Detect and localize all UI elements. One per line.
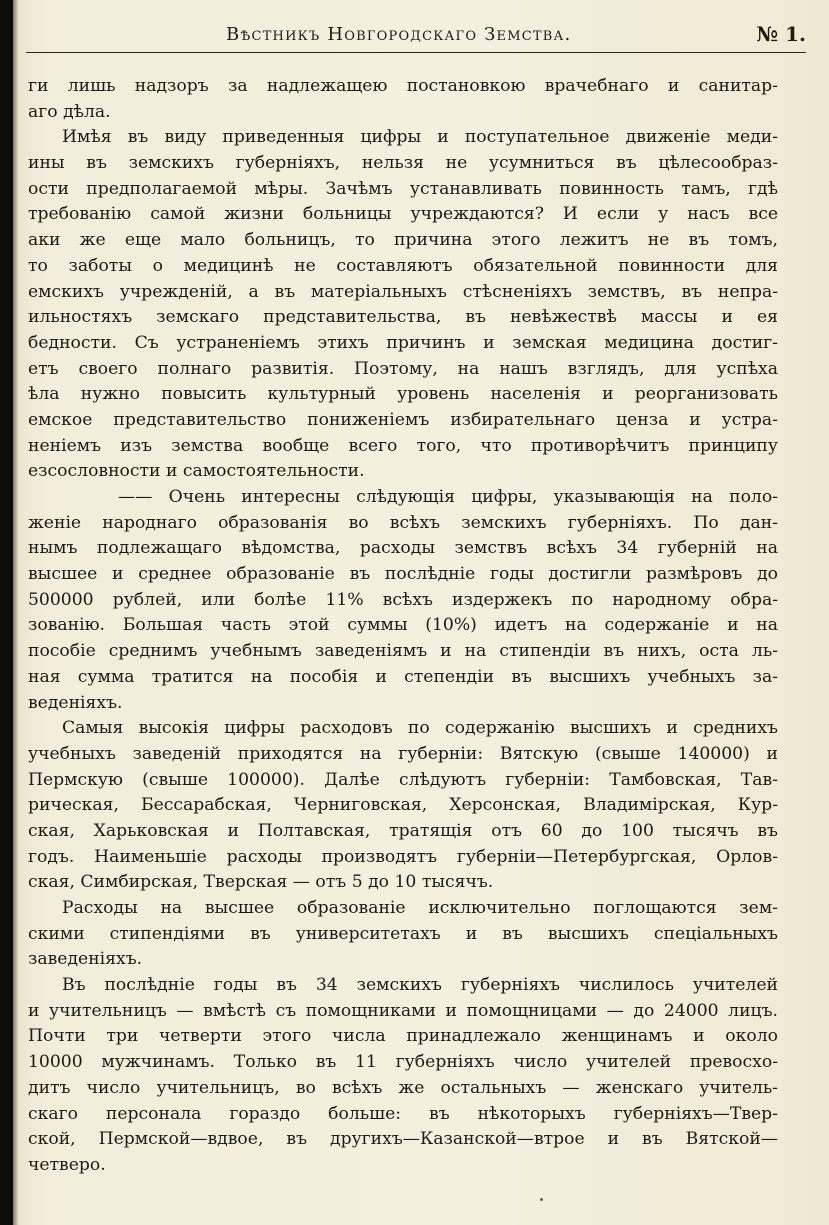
text-line: езсословности и самостоятельности.	[28, 461, 365, 482]
article-body	[28, 74, 778, 1179]
text-line: ости предполагаемой мѣры. Зачѣмъ устанавливать повинность тамъ, гдѣ	[28, 178, 778, 199]
spine-shadow	[13, 0, 19, 1225]
text-line: годъ. Наименьшіе расходы производятъ губерніи—Петербургская, Орлов-	[28, 846, 778, 867]
journal-title: Вѣстникъ Новгородскаго Земства.	[226, 24, 572, 45]
text-line: нымъ подлежащаго вѣдомства, расходы земствъ всѣхъ 34 губерній на	[28, 538, 778, 559]
text-line: етъ своего полнаго развитія. Поэтому, на нашъ взглядъ, для успѣха	[28, 358, 778, 379]
text-line: Въ послѣдніе годы въ 34 земскихъ губерніяхъ числилось учителей	[62, 975, 778, 996]
header-rule	[26, 52, 806, 53]
text-line: неніемъ изъ земства вообще всего того, что противорѣчитъ принципу	[28, 435, 778, 456]
text-line: учебныхъ заведеній приходятся на губерніи: Вятскую (свыше 140000) и	[28, 743, 778, 764]
text-line: ги лишь надзоръ за надлежащею постановкою врачебнаго и санитар-	[28, 76, 778, 96]
text-line: Пермскую (свыше 100000). Далѣе слѣдуютъ губерніи: Тамбовская, Тав-	[28, 769, 778, 790]
text-line: ины въ земскихъ губерніяхъ, нельзя не усумниться въ цѣлесообраз-	[28, 153, 778, 174]
text-line: высшее и среднее образованіе въ послѣдніе годы достигли размѣровъ до	[28, 564, 778, 585]
text-line: пособіе среднимъ учебнымъ заведеніямъ и на стипендіи въ нихъ, оста ль-	[28, 641, 778, 662]
text-line: женіе народнаго образованія во всѣхъ земскихъ губерніяхъ. По дан-	[28, 512, 778, 533]
text-line: заведеніяхъ.	[28, 949, 143, 970]
text-line: ская, Симбирская, Тверская — отъ 5 до 10 тысячъ.	[28, 872, 494, 893]
text-line: бедности. Съ устраненіемъ этихъ причинъ и земская медицина достиг-	[28, 332, 778, 353]
text-line: емское представительство пониженіемъ избирательнаго ценза и устра-	[28, 409, 778, 430]
text-line: ской, Пермской—вдвое, въ другихъ—Казанской—втрое и въ Вятской—	[28, 1129, 778, 1150]
paper-speck	[540, 1198, 543, 1201]
text-line: четверо.	[28, 1154, 106, 1175]
text-line: требованію самой жизни больницы учреждаются? И если у насъ все	[28, 204, 778, 225]
text-line: зованію. Большая часть этой суммы (10%) идетъ на содержаніе и на	[28, 615, 778, 636]
text-line: ская, Харьковская и Полтавская, тратящія отъ 60 до 100 тысячъ въ	[28, 820, 778, 841]
text-line: скими стипендіями въ университетахъ и въ высшихъ спеціальныхъ	[28, 923, 778, 944]
text-line: аго дѣла.	[28, 101, 111, 122]
text-line: аки же еще мало больницъ, то причина этого лежитъ не въ томъ,	[28, 230, 778, 251]
text-line: и учительницъ — вмѣстѣ съ помощниками и помощницами — до 24000 лицъ.	[28, 1000, 778, 1021]
text-line: дитъ число учительницъ, во всѣхъ же остальныхъ — женскаго учитель-	[28, 1077, 778, 1098]
text-line: ильностяхъ земскаго представительства, въ невѣжествѣ массы и ея	[28, 307, 778, 328]
issue-number: № 1.	[756, 22, 806, 46]
text-line: веденіяхъ.	[28, 692, 123, 713]
text-line: Имѣя въ виду приведенныя цифры и поступательное движеніе меди-	[62, 127, 778, 148]
text-line: 500000 рублей, или болѣе 11% всѣхъ издержекъ по народному обра-	[28, 589, 778, 610]
book-spine	[0, 0, 13, 1225]
text-line: ѣла нужно повысить культурный уровень населенія и реорганизовать	[28, 384, 778, 405]
text-line: рическая, Бессарабская, Черниговская, Херсонская, Владимірская, Кур-	[28, 795, 778, 816]
text-line: Почти три четверти этого числа принадлежало женщинамъ и около	[28, 1026, 778, 1047]
text-line: —— Очень интересны слѣдующія цифры, указывающія на поло-	[118, 487, 778, 507]
text-line: емскихъ учрежденій, а въ матеріальныхъ стѣсненіяхъ земствъ, въ непра-	[28, 281, 778, 302]
text-line: ная сумма тратится на пособія и степендіи въ высшихъ учебныхъ за-	[28, 666, 778, 687]
text-line: скаго персонала гораздо больше: въ нѣкоторыхъ губерніяхъ—Твер-	[28, 1103, 778, 1124]
text-line: Расходы на высшее образованіе исключительно поглощаются зем-	[62, 898, 778, 918]
text-line: Самыя высокія цифры расходовъ по содержанію высшихъ и среднихъ	[62, 718, 778, 739]
page-header	[26, 22, 806, 50]
text-line: то заботы о медицинѣ не составляютъ обязательной повинности для	[28, 255, 778, 276]
text-line: 10000 мужчинамъ. Только въ 11 губерніяхъ число учителей превосхо-	[28, 1052, 778, 1073]
